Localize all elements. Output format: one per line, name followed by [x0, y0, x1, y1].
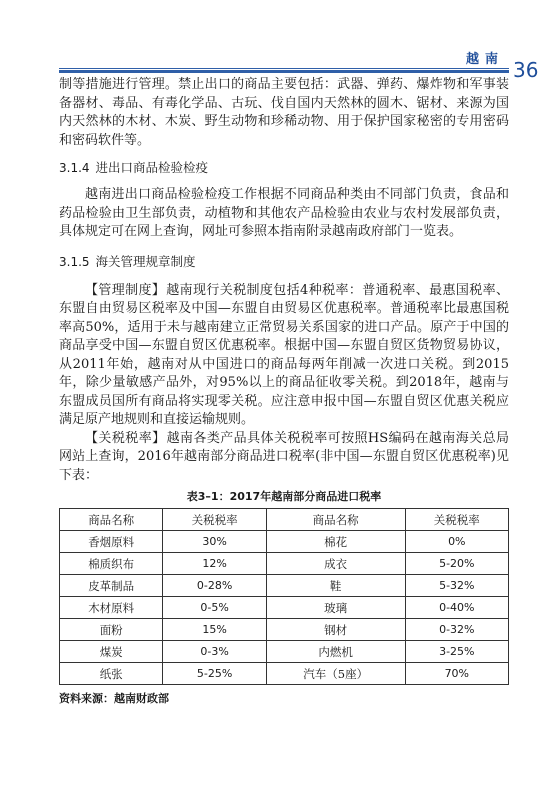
- table-cell: 皮革制品: [60, 575, 163, 597]
- paragraph-text: 越南各类产品具体关税税率可按照HS编码在越南海关总局网站上查询，2016年越南部分商品进口税率(非中国—东盟自贸区优惠税率)见下表：: [59, 430, 509, 483]
- table-header-row: [60, 509, 509, 531]
- table-caption: 表3–1：2017年越南部分商品进口税率: [186, 490, 382, 503]
- table-cell: 木材原料: [60, 597, 163, 619]
- table-cell: 煤炭: [60, 641, 163, 663]
- table-cell: 钢材: [266, 619, 405, 641]
- paragraph-export-ban: 制等措施进行管理。禁止出口的商品主要包括：武器、弹药、爆炸物和军事装备器材、毒品、有毒化学品、古玩、伐自国内天然林的圆木、锯材、来源为国内天然林的木材、木炭、野生动物和珍稀动物、用于保护国家秘密的专用密码和密码软件等。: [59, 77, 509, 148]
- table-cell: 0%: [405, 531, 508, 553]
- page-number: 36: [513, 58, 539, 82]
- table-cell: 5-25%: [163, 663, 266, 685]
- table-row: [60, 597, 509, 619]
- column-header: 商品名称: [60, 509, 163, 531]
- table-cell: 70%: [405, 663, 508, 685]
- table-cell: 12%: [163, 553, 266, 575]
- table-cell: 0-28%: [163, 575, 266, 597]
- column-header: 关税税率: [163, 509, 266, 531]
- page-body: [59, 76, 509, 706]
- table-cell: 棉花: [266, 531, 405, 553]
- table-cell: 15%: [163, 619, 266, 641]
- section-heading-customs: [59, 254, 509, 270]
- paragraph-tag: 【管理制度】: [85, 282, 166, 298]
- header-rule: [59, 70, 509, 73]
- table-cell: 0-32%: [405, 619, 508, 641]
- table-cell: 0-40%: [405, 597, 508, 619]
- table-row: [60, 663, 509, 685]
- table-cell: 纸张: [60, 663, 163, 685]
- table-cell: 0-5%: [163, 597, 266, 619]
- paragraph-inspection: 越南进出口商品检验检疫工作根据不同商品种类由不同部门负责，食品和药品检验由卫生部负责，动植物和其他农产品检验由农业与农村发展部负责，具体规定可在网上查询，网址可参照本指南附录越南政府部门一览表。: [59, 187, 509, 239]
- table-cell: 鞋: [266, 575, 405, 597]
- source-note: 资料来源：越南财政部: [59, 692, 169, 705]
- table-cell: 香烟原料: [60, 531, 163, 553]
- paragraph-text: 越南现行关税制度包括4种税率：普通税率、最惠国税率、东盟自由贸易区税率及中国—东盟自由贸易区优惠税率。普通税率比最惠国税率高50%，适用于未与越南建立正常贸易关系国家的进口产品。原产于中国的商品享受中国—东盟自贸区优惠税率。根据中国—东盟自贸区货物贸易协议，从2011年始，越南对从中国进口的商品每两年削减一次进口关税。到2015年，除少量敏感产品外，对95%以上的商品征收零关税。到2018年，越南与东盟成员国所有商品将实现零关税。应注意申报中国—东盟自贸区优惠关税应满足原产地规则和直接运输规则。: [59, 282, 509, 427]
- section-number: 3.1.5: [59, 254, 90, 269]
- table-row: [60, 531, 509, 553]
- table-cell: 5-32%: [405, 575, 508, 597]
- table-cell: 成衣: [266, 553, 405, 575]
- table-cell: 5-20%: [405, 553, 508, 575]
- section-number: 3.1.4: [59, 161, 90, 175]
- table-cell: 内燃机: [266, 641, 405, 663]
- column-header: 关税税率: [405, 509, 508, 531]
- table-cell: 汽车（5座）: [266, 663, 405, 685]
- section-heading-inspection: [59, 160, 509, 176]
- paragraph-tag: 【关税税率】: [85, 430, 166, 446]
- table-row: [60, 619, 509, 641]
- table-cell: 棉质织布: [60, 553, 163, 575]
- table-cell: 0-3%: [163, 641, 266, 663]
- table-row: [60, 641, 509, 663]
- column-header: 商品名称: [266, 509, 405, 531]
- paragraph-tariff-rates: [59, 430, 509, 486]
- header-country: 越南: [465, 52, 504, 67]
- table-cell: 面粉: [60, 619, 163, 641]
- table-cell: 30%: [163, 531, 266, 553]
- paragraph-tariff-system: [59, 282, 509, 430]
- section-title: 海关管理规章制度: [95, 253, 196, 269]
- section-title: 进出口商品检验检疫: [95, 160, 209, 175]
- table-cell: 玻璃: [266, 597, 405, 619]
- table-cell: 3-25%: [405, 641, 508, 663]
- table-row: [60, 575, 509, 597]
- tariff-table: [59, 508, 509, 685]
- table-row: [60, 553, 509, 575]
